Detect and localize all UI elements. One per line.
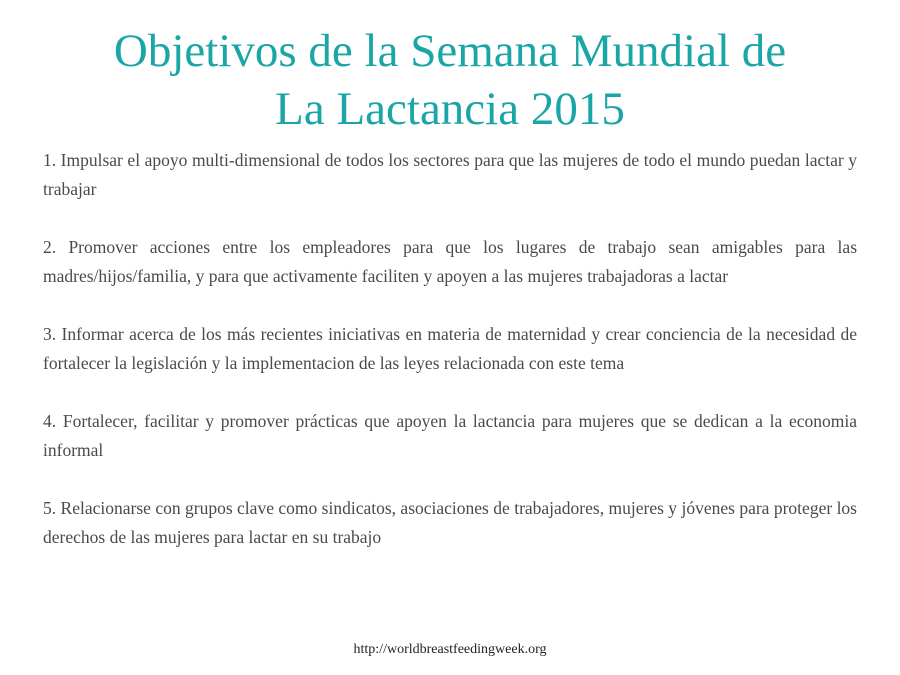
page-title	[40, 22, 860, 138]
title-line-2: La Lactancia 2015	[275, 83, 625, 135]
title-line-1: Objetivos de la Semana Mundial de	[113, 25, 787, 77]
objective-item-2: 2. Promover acciones entre los empleadores para que los lugares de trabajo sean amigables para las madres/hijos/familia, y para que activamente faciliten y apoyen a las mujeres trabajadoras a lactar	[43, 237, 857, 286]
objective-item-3: 3. Informar acerca de los más recientes iniciativas en materia de maternidad y crear conciencia de la necesidad de fortalecer la legislación y la implementacion de las leyes relacionada con este tema	[43, 324, 857, 373]
objectives-list	[43, 146, 857, 552]
objective-item-5: 5. Relacionarse con grupos clave como sindicatos, asociaciones de trabajadores, mujeres y jóvenes para proteger los derechos de las mujeres para lactar en su trabajo	[43, 498, 857, 547]
objective-item-4: 4. Fortalecer, facilitar y promover prácticas que apoyen la lactancia para mujeres que se dedican a la economia informal	[43, 411, 857, 460]
footer-url: http://worldbreastfeedingweek.org	[353, 642, 547, 657]
objective-item-1: 1. Impulsar el apoyo multi-dimensional de todos los sectores para que las mujeres de todo el mundo puedan lactar y trabajar	[43, 150, 857, 199]
